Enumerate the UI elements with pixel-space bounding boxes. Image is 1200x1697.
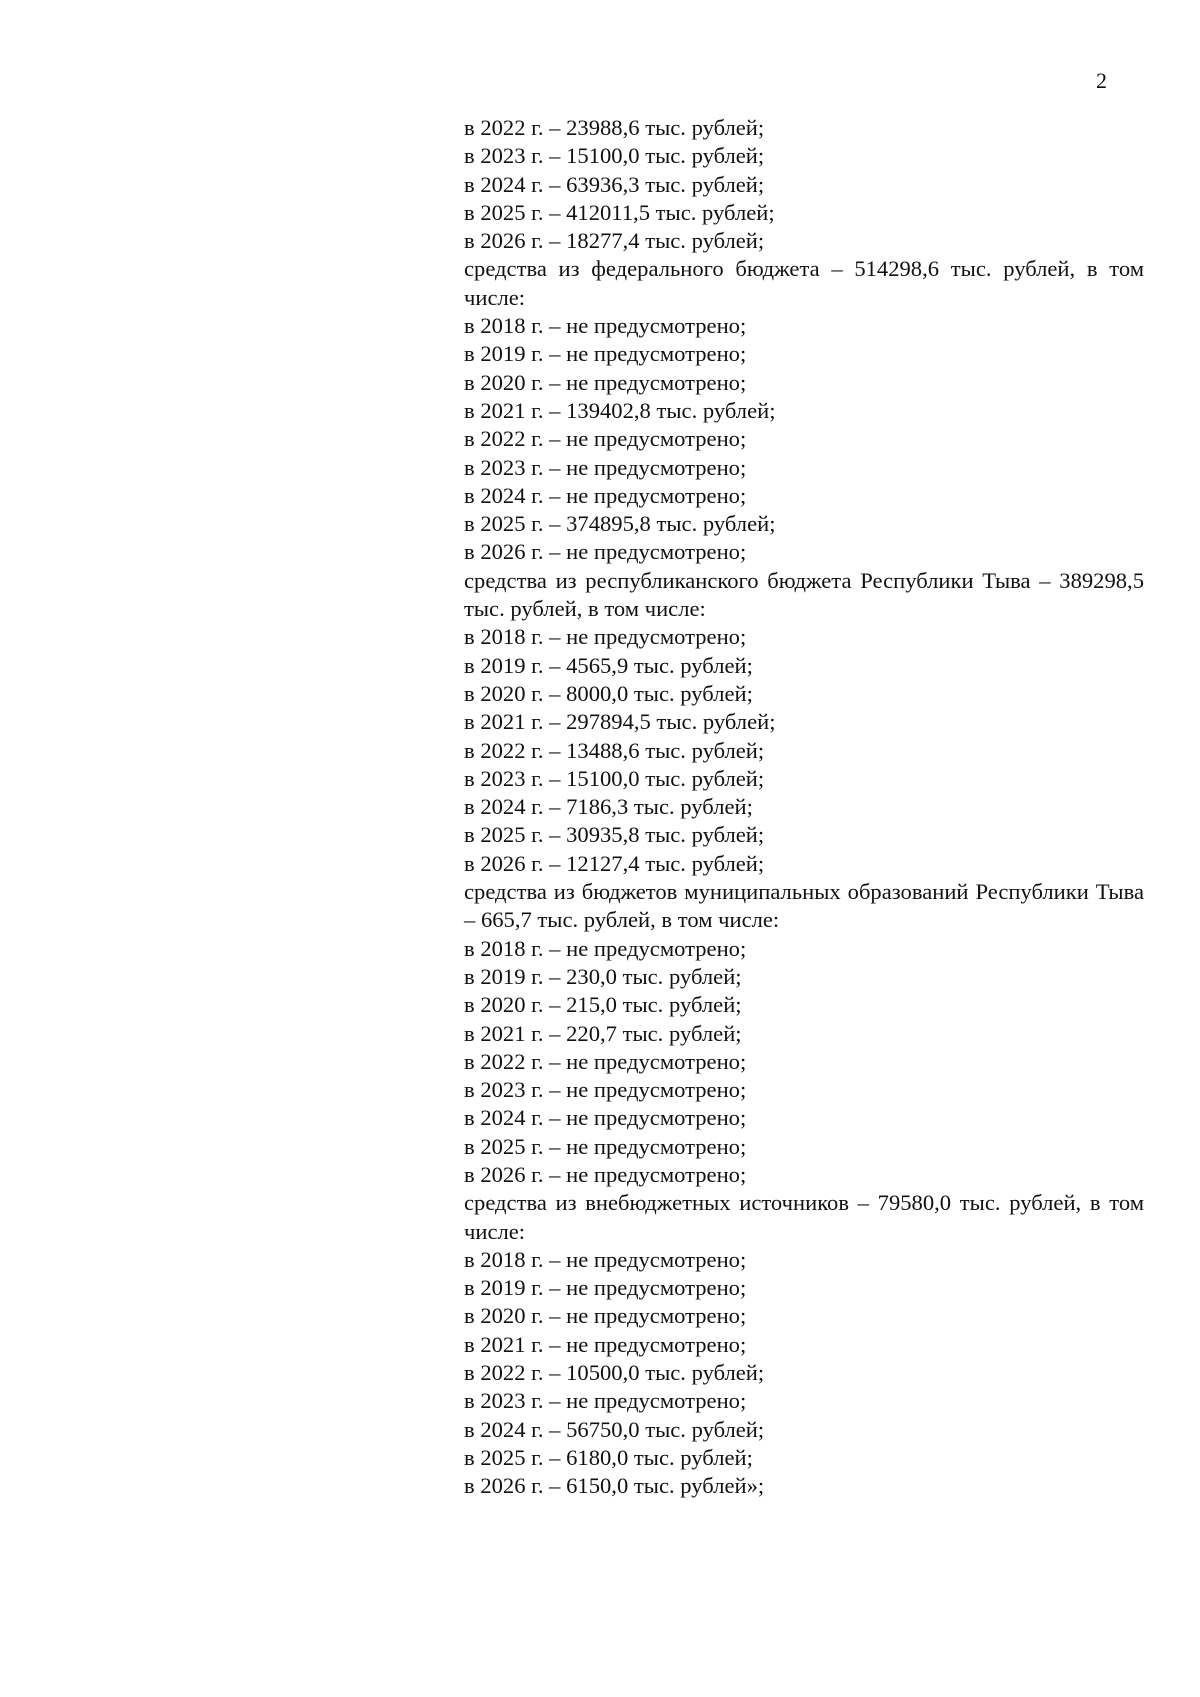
funding-year-line: в 2023 г. – не предусмотрено; (464, 454, 747, 480)
funding-year-line: в 2021 г. – 139402,8 тыс. рублей; (464, 397, 776, 423)
funding-year-line: в 2025 г. – 30935,8 тыс. рублей; (464, 822, 765, 848)
funding-year-line: в 2019 г. – не предусмотрено; (464, 1275, 747, 1301)
funding-year-line: в 2019 г. – 4565,9 тыс. рублей; (464, 652, 753, 678)
funding-year-line: в 2022 г. – 13488,6 тыс. рублей; (464, 737, 765, 763)
funding-year-line: в 2025 г. – не предусмотрено; (464, 1133, 747, 1159)
funding-year-line: в 2018 г. – не предусмотрено; (464, 1246, 747, 1272)
funding-year-line: в 2019 г. – не предусмотрено; (464, 341, 747, 367)
funding-year-line: в 2023 г. – не предусмотрено; (464, 1388, 747, 1414)
funding-year-line: в 2026 г. – не предусмотрено; (464, 1161, 747, 1187)
funding-year-line: в 2023 г. – 15100,0 тыс. рублей; (464, 765, 765, 791)
funding-year-line: в 2026 г. – 6150,0 тыс. рублей»; (464, 1473, 765, 1499)
funding-year-line: в 2022 г. – не предусмотрено; (464, 1048, 747, 1074)
funding-year-line: в 2025 г. – 374895,8 тыс. рублей; (464, 511, 776, 537)
funding-year-line: в 2020 г. – не предусмотрено; (464, 369, 747, 395)
funding-source-paragraph: средства из бюджетов муниципальных образований Республики Тыва – 665,7 тыс. рублей, в том числе: (464, 879, 1144, 933)
funding-source-paragraph: средства из республиканского бюджета Республики Тыва – 389298,5 тыс. рублей, в том числе: (464, 567, 1144, 622)
funding-year-line: в 2019 г. – 230,0 тыс. рублей; (464, 963, 742, 989)
funding-year-line: в 2022 г. – не предусмотрено; (464, 426, 747, 452)
funding-year-line: в 2024 г. – 56750,0 тыс. рублей; (464, 1416, 765, 1442)
funding-year-line: в 2026 г. – не предусмотрено; (464, 539, 747, 565)
funding-year-line: в 2024 г. – не предусмотрено; (464, 482, 747, 508)
funding-year-line: в 2021 г. – 220,7 тыс. рублей; (464, 1020, 742, 1046)
funding-text-column (464, 114, 1144, 1501)
funding-year-line: в 2020 г. – не предусмотрено; (464, 1303, 747, 1329)
funding-year-line: в 2023 г. – 15100,0 тыс. рублей; (464, 143, 765, 169)
funding-year-line: в 2022 г. – 23988,6 тыс. рублей; (464, 115, 765, 140)
funding-source-paragraph: средства из федерального бюджета – 514298,6 тыс. рублей, в том числе: (464, 256, 1144, 310)
funding-year-line: в 2021 г. – не предусмотрено; (464, 1331, 747, 1357)
funding-year-line: в 2024 г. – 63936,3 тыс. рублей; (464, 171, 765, 197)
funding-year-line: в 2025 г. – 6180,0 тыс. рублей; (464, 1444, 753, 1470)
funding-year-line: в 2021 г. – 297894,5 тыс. рублей; (464, 709, 776, 735)
funding-year-line: в 2022 г. – 10500,0 тыс. рублей; (464, 1360, 765, 1386)
funding-year-line: в 2018 г. – не предусмотрено; (464, 624, 747, 650)
funding-year-line: в 2024 г. – не предусмотрено; (464, 1105, 747, 1131)
page-number: 2 (1096, 68, 1107, 93)
funding-year-line: в 2018 г. – не предусмотрено; (464, 313, 747, 339)
funding-source-paragraph: средства из внебюджетных источников – 79580,0 тыс. рублей, в том числе: (464, 1190, 1144, 1244)
funding-year-line: в 2020 г. – 215,0 тыс. рублей; (464, 992, 742, 1018)
funding-year-line: в 2024 г. – 7186,3 тыс. рублей; (464, 794, 753, 820)
funding-year-line: в 2025 г. – 412011,5 тыс. рублей; (464, 199, 775, 225)
funding-year-line: в 2020 г. – 8000,0 тыс. рублей; (464, 680, 753, 706)
funding-year-line: в 2023 г. – не предусмотрено; (464, 1077, 747, 1103)
funding-year-line: в 2018 г. – не предусмотрено; (464, 935, 747, 961)
funding-year-line: в 2026 г. – 12127,4 тыс. рублей; (464, 850, 765, 876)
funding-year-line: в 2026 г. – 18277,4 тыс. рублей; (464, 228, 765, 254)
